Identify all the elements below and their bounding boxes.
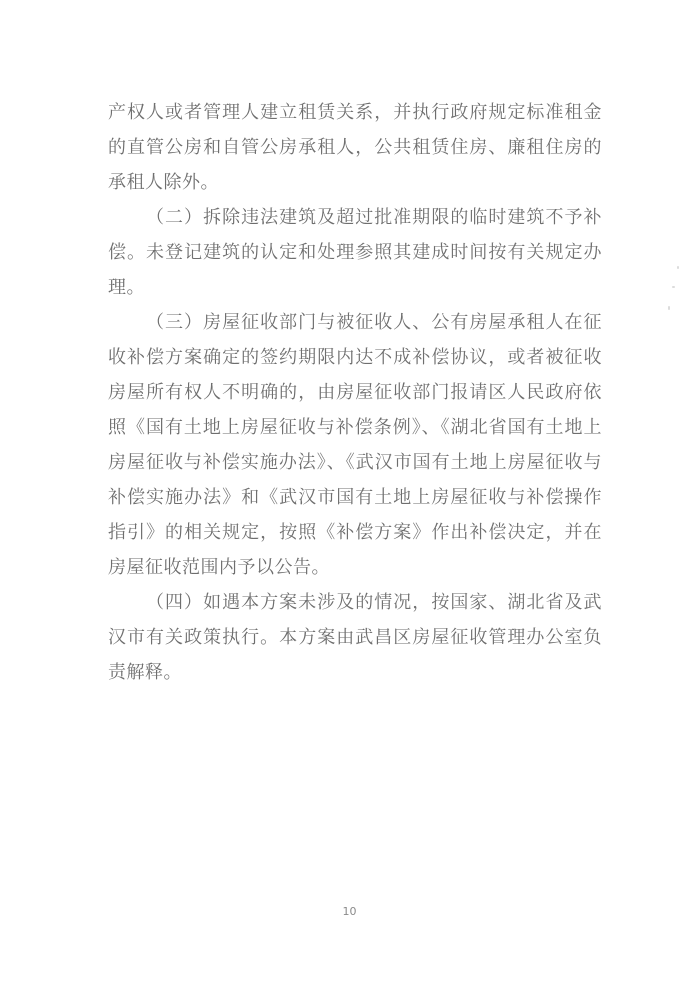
- text-line: 照《国有土地上房屋征收与补偿条例》、《湖北省国有土地上: [108, 417, 602, 437]
- scan-speck: [668, 306, 670, 310]
- page-number: 10: [342, 905, 357, 918]
- text-line: 汉市有关政策执行。本方案由武昌区房屋征收管理办公室负: [108, 627, 602, 647]
- text-line: 房屋所有权人不明确的，由房屋征收部门报请区人民政府依: [108, 382, 602, 402]
- text-line: 收补偿方案确定的签约期限内达不成补偿协议，或者被征收: [108, 347, 602, 367]
- text-line: 房屋征收与补偿实施办法》、《武汉市国有土地上房屋征收与: [108, 452, 602, 472]
- text-line: 责解释。: [108, 662, 182, 682]
- text-line: 偿。未登记建筑的认定和处理参照其建成时间按有关规定办: [108, 242, 602, 262]
- scan-speck: [672, 286, 675, 288]
- text-line: （二）拆除违法建筑及超过批准期限的临时建筑不予补: [146, 207, 602, 227]
- text-line: 补偿实施办法》和《武汉市国有土地上房屋征收与补偿操作: [108, 487, 602, 507]
- scan-speck: [677, 266, 679, 269]
- text-line: 房屋征收范围内予以公告。: [108, 557, 330, 577]
- text-line: 的直管公房和自管公房承租人，公共租赁住房、廉租住房的: [108, 137, 602, 157]
- text-line: 承租人除外。: [108, 172, 219, 192]
- text-line: （三）房屋征收部门与被征收人、公有房屋承租人在征: [146, 312, 602, 332]
- document-body-text: [108, 95, 602, 690]
- text-line: 产权人或者管理人建立租赁关系，并执行政府规定标准租金: [108, 102, 602, 122]
- text-line: 指引》的相关规定，按照《补偿方案》作出补偿决定，并在: [108, 522, 602, 542]
- text-line: （四）如遇本方案未涉及的情况，按国家、湖北省及武: [146, 592, 602, 612]
- text-line: 理。: [108, 277, 145, 297]
